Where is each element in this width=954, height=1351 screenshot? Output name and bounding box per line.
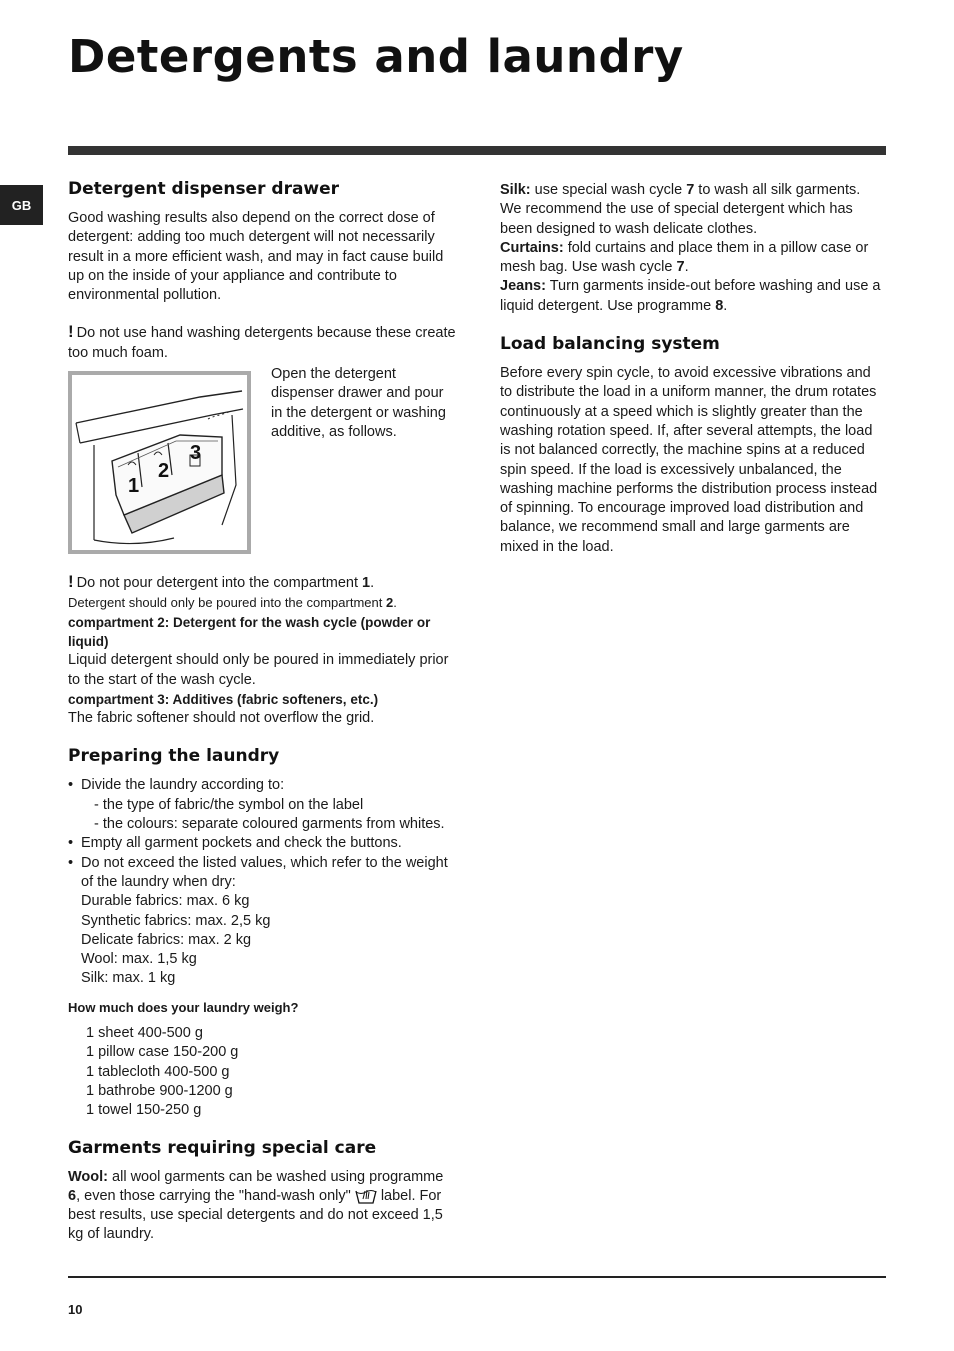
curtains-paragraph: Curtains: fold curtains and place them in a pillow case or mesh bag. Use wash cycle 7. — [500, 239, 869, 276]
warning-hand-wash: ! Do not use hand washing detergents because these create too much foam. — [68, 322, 456, 361]
compartment-3-text: The fabric softener should not overflow the grid. — [68, 710, 375, 727]
list-item: 1 towel 150-250 g — [86, 1102, 202, 1119]
silk-paragraph: Silk: use special wash cycle 7 to wash all silk garments. We recommend the use of special detergent which has been designed to wash delicate clothes. — [500, 182, 861, 237]
warning-compartment-1: ! Do not pour detergent into the compartment 1. — [68, 572, 375, 592]
wool-paragraph: Wool: all wool garments can be washed using programme 6, even those carrying the "hand-wash only" label. For best results, use special detergents and do not exceed 1,5 kg of laundry. — [68, 1168, 444, 1243]
load-balancing-heading: Load balancing system — [500, 334, 720, 355]
right-column — [500, 181, 884, 557]
compartment-2-title: compartment 2: Detergent for the wash cycle (powder or liquid) — [68, 614, 431, 649]
warning-icon: ! — [68, 572, 74, 592]
compartment-2-label: 2 — [158, 460, 170, 483]
warning-icon: ! — [68, 322, 74, 342]
list-item: 1 bathrobe 900-1200 g — [86, 1082, 233, 1099]
preparing-heading: Preparing the laundry — [68, 746, 280, 767]
weigh-title: How much does your laundry weigh? — [68, 999, 299, 1015]
list-item: • Divide the laundry according to: - the type of fabric/the symbol on the label - the colours: separate coloured garments from whites. — [68, 776, 456, 834]
compartment-1-label: 1 — [128, 475, 140, 498]
dispenser-heading: Detergent dispenser drawer — [68, 179, 340, 199]
compartment-3-title: compartment 3: Additives (fabric softeners, etc.) — [68, 691, 379, 707]
compartment-2-text: Liquid detergent should only be poured in immediately prior to the start of the wash cycle. — [68, 652, 449, 688]
list-item: • Empty all garment pockets and check the buttons. — [68, 834, 456, 853]
page-number: 10 — [68, 1302, 83, 1317]
list-item: 1 pillow case 150-200 g — [86, 1044, 239, 1061]
list-item: • Do not exceed the listed values, which refer to the weight of the laundry when dry: Durable fabrics: max. 6 kg Synthetic fabrics: max. 2,5 kg Delicate fabrics: max. 2 kg Wool: max. 1,5 kg Silk: max. 1 kg — [68, 854, 456, 989]
preparing-list — [68, 776, 456, 988]
dispenser-drawer-icon — [72, 375, 247, 550]
compartment-3-label: 3 — [190, 442, 202, 465]
dispenser-figure-row — [68, 366, 456, 554]
list-item: 1 sheet 400-500 g — [86, 1025, 203, 1042]
compartment-2-note: Detergent should only be poured into the compartment 2. — [68, 595, 397, 611]
weigh-list — [68, 1024, 456, 1120]
jeans-paragraph: Jeans: Turn garments inside-out before washing and use a liquid detergent. Use programme 8. — [500, 278, 881, 314]
left-column — [68, 178, 456, 1245]
load-balancing-text: Before every spin cycle, to avoid excessive vibrations and to distribute the load in a uniform manner, the drum rotates continuously at a speed which is slightly greater than the washing rotation speed. If, after several attempts, the load is not balanced correctly, the machine spins at a reduced spin speed. If the load is excessively unbalanced, the washing machine performs the distribution process instead of spinning. To encourage improved load distribution and balance, we recommend small and large garments are mixed in the load. — [500, 365, 878, 555]
page-title: Detergents and laundry — [68, 30, 684, 83]
hand-wash-icon — [355, 1187, 377, 1205]
dispenser-drawer-illustration — [68, 371, 251, 554]
dispenser-intro: Good washing results also depend on the correct dose of detergent: adding too much detergent will not necessarily result in a more efficient wash, and may in fact cause build up on the inside of your appliance and contribute to environmental pollution. — [68, 210, 444, 304]
special-care-heading: Garments requiring special care — [68, 1137, 377, 1158]
list-item: 1 tablecloth 400-500 g — [86, 1063, 230, 1080]
language-tab: GB — [0, 185, 43, 225]
footer-rule — [68, 1276, 886, 1278]
figure-instruction: Open the detergent dispenser drawer and pour in the detergent or washing additive, as follows. — [271, 366, 446, 440]
header-rule — [68, 146, 886, 155]
